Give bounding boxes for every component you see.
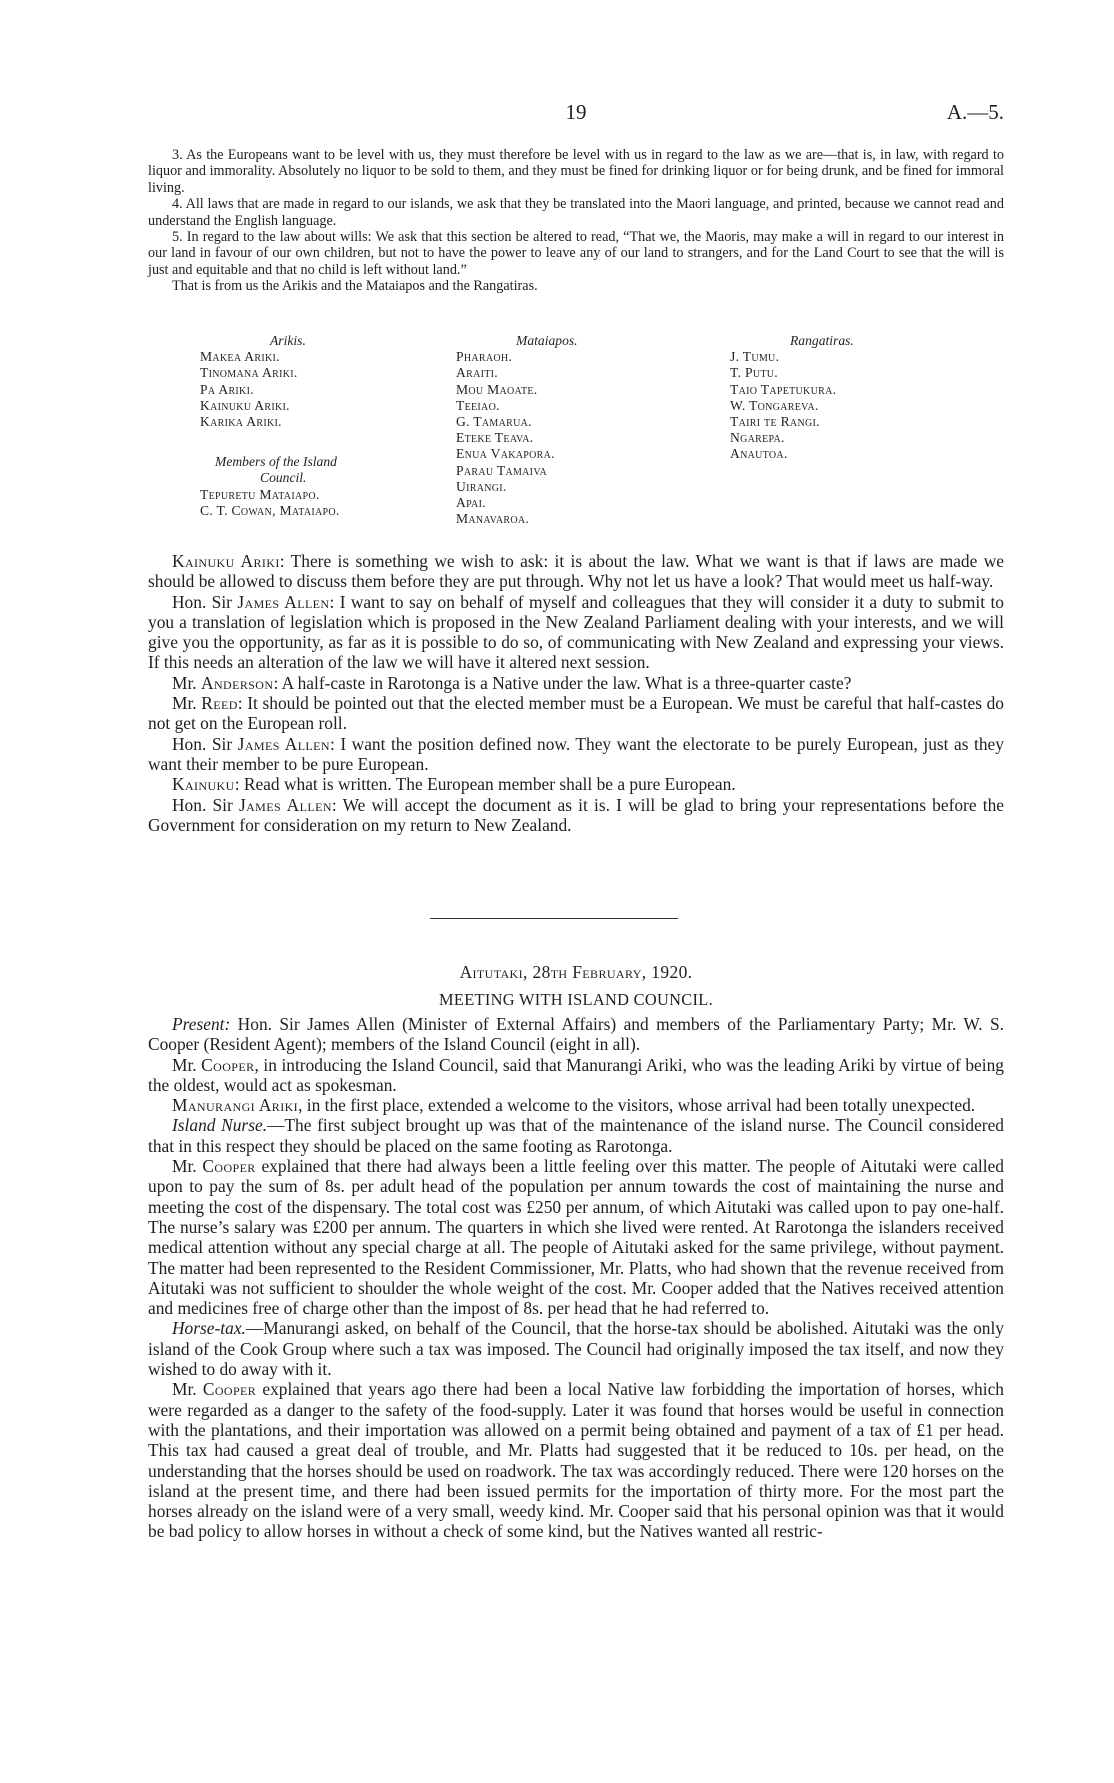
section-dateline: Aitutaki, 28th February, 1920.: [459, 962, 693, 982]
signatory: Makea Ariki.: [200, 349, 280, 365]
signatory: Taio Tapetukura.: [730, 381, 837, 397]
signatory: C. T. Cowan, Mataiapo.: [200, 502, 340, 518]
signatory: Teeiao.: [456, 397, 500, 413]
rangatiras-heading: Rangatiras.: [790, 333, 854, 348]
arikis-column: [200, 333, 340, 519]
signatory: G. Tamarua.: [456, 414, 532, 430]
signatory: Tairi te Rangi.: [730, 414, 820, 430]
speaker-name: Kainuku Ariki: [172, 551, 280, 571]
speech-text: : There is something we wish to ask: it is about the law. What we want is that if laws are made we should be allowed to discuss them before they are put through. Why not let us have a look? That would meet us half-way.: [148, 551, 1005, 592]
signatory: Manavaroa.: [456, 511, 530, 527]
signatory: Mou Maoate.: [456, 381, 538, 397]
signatory: Anautoa.: [730, 446, 788, 462]
section-divider: [430, 918, 678, 919]
speaker-name: James Allen: [237, 733, 330, 754]
body-paragraph: Mr. Cooper explained that there had always been a little feeling over this matter. The people of Aitutaki were called upon to pay the sum of 8s. per adult head of the population per annum towards the cost of maintaining the nurse and meeting the cost of the dispensary. The total cost was £250 per annum, of which Aitutaki was called upon to pay one-half. The nurse’s salary was £200 per annum. The quarters in which she lived were rented. At Rarotonga the islanders received medical attention without any special charge at all. The people of Aitutaki asked for the same privilege, without payment. The matter had been represented to the Resident Commissioner, Mr. Platts, who had shown that the revenue received from Aitutaki was not sufficient to shoulder the whole weight of the cost. Mr. Cooper added that the Natives received attention and medicines free of charge other than the impost of 8s. per head that he had referred to.: [148, 1156, 1004, 1319]
signatory: Kainuku Ariki.: [200, 397, 290, 413]
signatory: Uirangi.: [456, 478, 507, 494]
signatory: T. Putu.: [730, 365, 779, 381]
page-header: [148, 100, 1004, 130]
dialogue-paragraph: Hon. Sir James Allen: We will accept the document as it is. I will be glad to bring your representations before the Government for consideration on my return to New Zealand.: [148, 794, 1004, 835]
dialogue: [148, 551, 1004, 835]
dialogue-paragraph: Mr. Reed: It should be pointed out that the elected member must be a European. We must be careful that half-castes do not get on the European roll.: [148, 693, 1004, 734]
speech-text: : It should be pointed out that the elected member must be a European. We must be careful that half-castes do not get on the European roll.: [148, 693, 1004, 734]
signatory: J. Tumu.: [730, 349, 780, 365]
signatory: Tinomana Ariki.: [200, 365, 298, 381]
speech-text: : I want to say on behalf of myself and colleagues that they will consider it a duty to submit to you a translation of legislation which is proposed in the New Zealand Parliament dealing with your interests, and we will give you the opportunity, as far as it is possible to do so, of communicating with New Zealand and expressing your views. If this needs an alteration of the law we will have it altered next session.: [148, 591, 1004, 673]
petition-item-4: 4. All laws that are made in regard to our islands, we ask that they be translated into the Maori language, and printed, because we cannot read and understand the English language.: [148, 196, 1004, 229]
mataiapos-column: [456, 333, 578, 527]
body-paragraph: Island Nurse.—The first subject brought up was that of the maintenance of the island nurse. The Council considered that in this respect they should be placed on the same footing as Rarotonga.: [148, 1115, 1004, 1156]
dialogue-paragraph: Hon. Sir James Allen: I want to say on behalf of myself and colleagues that they will consider it a duty to submit to you a translation of legislation which is proposed in the New Zealand Parliament dealing with your interests, and we will give you the opportunity, as far as it is possible to do so, of communicating with New Zealand and expressing your views. If this needs an alteration of the law we will have it altered next session.: [148, 591, 1004, 673]
signatory: Apai.: [456, 495, 486, 511]
section-title: MEETING WITH ISLAND COUNCIL.: [439, 990, 713, 1009]
council-heading: Members of the Island: [215, 454, 337, 470]
signatory: Ngarepa.: [730, 430, 785, 446]
signatory: Pharaoh.: [456, 349, 513, 365]
present-paragraph: Present: Hon. Sir James Allen (Minister of External Affairs) and members of the Parliamentary Party; Mr. W. S. Cooper (Resident Agent); members of the Island Council (eight in all).: [148, 1014, 1004, 1055]
petition-item-5: 5. In regard to the law about wills: We ask that this section be altered to read, “That we, the Maoris, may make a will in regard to our interest in our land in favour of our own children, but not to have the power to leave any of our land to strangers, and for the Land Court to see that the will is just and equitable and that no child is left without land.”: [148, 229, 1004, 278]
signatory: Parau Tamaiva: [456, 462, 548, 478]
petition-item-3: 3. As the Europeans want to be level with us, they must therefore be level with us in regard to the law as we are—that is, in law, with regard to liquor and immorality. Absolutely no liquor to be sold to them, and they must be fined for drinking liquor or for being drunk, and be fined for immoral living.: [148, 147, 1004, 196]
paper-reference: A.—5.: [946, 100, 1004, 124]
page-number: 19: [565, 100, 587, 124]
speaker-name: Reed: [201, 693, 238, 714]
signatory: Enua Vakapora.: [456, 446, 555, 462]
dialogue-paragraph: Hon. Sir James Allen: I want the position defined now. They want the electorate to be purely European, just as they want their member to be pure European.: [148, 733, 1004, 774]
body-paragraph: Horse-tax.—Manurangi asked, on behalf of the Council, that the horse-tax should be abolished. Aitutaki was the only island of the Cook Group where such a tax was imposed. The Council had originally imposed the tax itself, and now they wished to do away with it.: [148, 1318, 1004, 1380]
speaker-name: James Allen: [237, 591, 330, 612]
rangatiras-column: [730, 333, 854, 463]
dialogue-paragraph: [148, 774, 1004, 794]
signatory: Eteke Teava.: [456, 430, 534, 446]
signatory: Araiti.: [456, 365, 498, 381]
body-paragraph: Mr. Cooper, in introducing the Island Council, said that Manurangi Ariki, who was the leading Ariki by virtue of being the oldest, would act as spokesman.: [148, 1054, 1004, 1095]
speech-text: : I want the position defined now. They want the electorate to be purely European, just as they want their member to be pure European.: [148, 733, 1004, 774]
meeting-body: [148, 1014, 1004, 1542]
signatories: [148, 333, 1004, 538]
signatory: Karika Ariki.: [200, 414, 282, 430]
signatory: W. Tongareva.: [730, 397, 819, 413]
petition-items: [148, 147, 1004, 295]
signatory: Tepuretu Mataiapo.: [200, 486, 320, 502]
arikis-heading: Arikis.: [270, 333, 306, 348]
body-paragraph: Mr. Cooper explained that years ago there had been a local Native law forbidding the importation of horses, which were regarded as a danger to the safety of the food-supply. Later it was found that horses would be useful in connection with the plantations, and their importation was allowed on a permit being obtained and payment of a tax of £1 per head. This tax had caused a great deal of trouble, and Mr. Platts had suggested that it be reduced to 10s. per head, on the understanding that the horses should be used on roadwork. The tax was accordingly reduced. There were 120 horses on the island at the present time, and there had been issued permits for the importation of thirty more. For the most part the horses already on the island were of a very small, weedy kind. Mr. Cooper said that his personal opinion was that it would be bad policy to allow horses in without a check of some kind, but the Natives wanted all restric-: [148, 1379, 1004, 1542]
speaker-name: Anderson: [201, 672, 274, 693]
signatory: Pa Ariki.: [200, 381, 254, 397]
speech-text: : A half-caste in Rarotonga is a Native under the law. What is a three-quarter caste?: [273, 672, 852, 693]
petition-closing: That is from us the Arikis and the Mataiapos and the Rangatiras.: [172, 278, 538, 295]
dialogue-paragraph: [148, 551, 1004, 592]
mataiapos-heading: Mataiapos.: [516, 333, 578, 348]
speaker-name: Kainuku: [172, 774, 235, 795]
council-heading-cont: Council.: [260, 470, 307, 486]
speaker-name: James Allen: [238, 794, 332, 815]
body-paragraph: Manurangi Ariki, in the first place, extended a welcome to the visitors, whose arrival had been totally unexpected.: [172, 1095, 976, 1116]
dialogue-paragraph: Mr. Anderson: A half-caste in Rarotonga is a Native under the law. What is a three-quarter caste?: [172, 672, 852, 693]
speech-text: : Read what is written. The European member shall be a pure European.: [234, 774, 736, 795]
speech-text: : We will accept the document as it is. I will be glad to bring your representations before the Government for consideration on my return to New Zealand.: [148, 794, 1004, 835]
